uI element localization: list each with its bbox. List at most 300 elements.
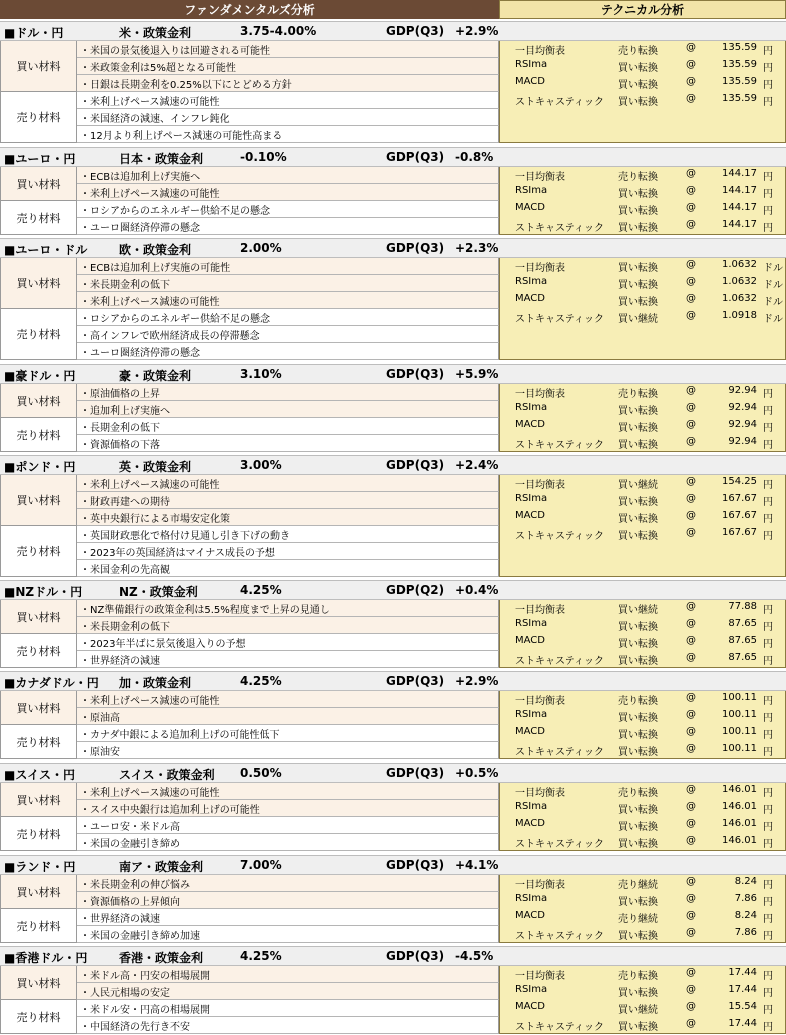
price-value: 7.86 xyxy=(734,927,757,938)
at-mark: @ xyxy=(686,510,696,521)
buy-factor-item: ・米政策金利は5%超となる可能性 xyxy=(77,58,499,75)
buy-factors-label: 買い材料 xyxy=(0,384,77,418)
currency-rate-label: NZ・政策金利 xyxy=(119,585,198,599)
technical-row xyxy=(500,726,786,743)
buy-factor-item: ・米利上げペース減速の可能性 xyxy=(77,475,499,492)
price-unit: 円 xyxy=(763,747,773,758)
price-value: 92.94 xyxy=(728,436,757,447)
sell-factor-item: ・ユーロ安・米ドル高 xyxy=(77,817,499,834)
indicator-name: ストキャスティック xyxy=(515,223,604,234)
at-mark: @ xyxy=(686,743,696,754)
price-value: 167.67 xyxy=(722,493,757,504)
indicator-name: ストキャスティック xyxy=(515,97,604,108)
currency-header-row xyxy=(0,671,786,691)
signal: 買い転換 xyxy=(618,931,658,942)
buy-factors-label: 買い材料 xyxy=(0,41,77,92)
signal: 買い転換 xyxy=(618,730,658,741)
currency-gdp-label: GDP(Q2) xyxy=(386,583,445,597)
at-mark: @ xyxy=(686,293,696,304)
currency-rate: 0.50% xyxy=(240,766,282,780)
price-value: 135.59 xyxy=(722,42,757,53)
at-mark: @ xyxy=(686,709,696,720)
currency-gdp-label: GDP(Q3) xyxy=(386,766,445,780)
technical-row xyxy=(500,76,786,93)
currency-header-row xyxy=(0,855,786,875)
at-mark: @ xyxy=(686,601,696,612)
price-unit: ドル xyxy=(763,314,783,325)
signal: 買い転換 xyxy=(618,1022,658,1033)
technical-panel xyxy=(499,167,786,235)
signal: 買い転換 xyxy=(618,988,658,999)
buy-factors-label: 買い材料 xyxy=(0,600,77,634)
price-value: 146.01 xyxy=(722,835,757,846)
at-mark: @ xyxy=(686,385,696,396)
signal: 買い転換 xyxy=(618,223,658,234)
currency-gdp-label: GDP(Q3) xyxy=(386,458,445,472)
indicator-name: MACD xyxy=(515,202,545,213)
price-value: 135.59 xyxy=(722,59,757,70)
buy-factor-item: ・ECBは追加利上げ実施の可能性 xyxy=(77,258,499,275)
signal: 買い転換 xyxy=(618,656,658,667)
price-value: 146.01 xyxy=(722,818,757,829)
sell-factors-label: 売り材料 xyxy=(0,92,77,143)
price-unit: 円 xyxy=(763,622,773,633)
sell-factor-item: ・ユーロ圏経済停滞の懸念 xyxy=(77,218,499,235)
technical-row xyxy=(500,168,786,185)
sell-factor-item: ・原油安 xyxy=(77,742,499,759)
indicator-name: MACD xyxy=(515,293,545,304)
at-mark: @ xyxy=(686,910,696,921)
at-mark: @ xyxy=(686,927,696,938)
sell-factors-label: 売り材料 xyxy=(0,526,77,577)
signal: 買い転換 xyxy=(618,440,658,451)
price-unit: 円 xyxy=(763,713,773,724)
technical-row xyxy=(500,601,786,618)
at-mark: @ xyxy=(686,692,696,703)
technical-panel xyxy=(499,783,786,851)
fundamentals-panel xyxy=(0,783,499,851)
at-mark: @ xyxy=(686,527,696,538)
indicator-name: RSIma xyxy=(515,493,548,504)
currency-rate-label: 南ア・政策金利 xyxy=(119,860,204,874)
currency-rate-label: スイス・政策金利 xyxy=(119,768,215,782)
currency-rate-label: 豪・政策金利 xyxy=(119,369,192,383)
price-value: 17.44 xyxy=(728,1018,757,1029)
price-value: 144.17 xyxy=(722,219,757,230)
price-unit: 円 xyxy=(763,480,773,491)
price-unit: 円 xyxy=(763,897,773,908)
signal: 売り転換 xyxy=(618,389,658,400)
technical-row xyxy=(500,93,786,110)
at-mark: @ xyxy=(686,76,696,87)
price-unit: 円 xyxy=(763,914,773,925)
buy-factor-item: ・人民元相場の安定 xyxy=(77,983,499,1000)
currency-gdp-label: GDP(Q3) xyxy=(386,241,445,255)
indicator-name: ストキャスティック xyxy=(515,440,604,451)
at-mark: @ xyxy=(686,402,696,413)
at-mark: @ xyxy=(686,967,696,978)
indicator-name: RSIma xyxy=(515,276,548,287)
at-mark: @ xyxy=(686,185,696,196)
currency-gdp-label: GDP(Q3) xyxy=(386,367,445,381)
buy-factors-label: 買い材料 xyxy=(0,875,77,909)
buy-factor-item: ・米利上げペース減速の可能性 xyxy=(77,184,499,201)
signal: 買い転換 xyxy=(618,280,658,291)
price-value: 1.0918 xyxy=(722,310,757,321)
signal: 売り継続 xyxy=(618,880,658,891)
sell-factors-label: 売り材料 xyxy=(0,418,77,452)
price-unit: 円 xyxy=(763,1022,773,1033)
technical-row xyxy=(500,385,786,402)
technical-row xyxy=(500,510,786,527)
price-value: 1.0632 xyxy=(722,259,757,270)
price-unit: 円 xyxy=(763,206,773,217)
fundamentals-panel xyxy=(0,600,499,668)
price-value: 92.94 xyxy=(728,419,757,430)
price-unit: 円 xyxy=(763,696,773,707)
fundamentals-panel xyxy=(0,691,499,759)
price-unit: 円 xyxy=(763,406,773,417)
at-mark: @ xyxy=(686,1001,696,1012)
currency-rate-label: 加・政策金利 xyxy=(119,676,192,690)
indicator-name: RSIma xyxy=(515,185,548,196)
price-value: 167.67 xyxy=(722,527,757,538)
buy-factors-label: 買い材料 xyxy=(0,691,77,725)
indicator-name: 一目均衡表 xyxy=(515,880,565,891)
buy-factor-item: ・米ドル高・円安の相場展開 xyxy=(77,966,499,983)
price-value: 87.65 xyxy=(728,618,757,629)
technical-row xyxy=(500,436,786,453)
sell-factors-label: 売り材料 xyxy=(0,634,77,668)
signal: 売り転換 xyxy=(618,696,658,707)
sell-factor-item: ・米ドル安・円高の相場展開 xyxy=(77,1000,499,1017)
price-value: 1.0632 xyxy=(722,276,757,287)
currency-header-row xyxy=(0,147,786,167)
technical-row xyxy=(500,801,786,818)
indicator-name: RSIma xyxy=(515,402,548,413)
price-unit: ドル xyxy=(763,263,783,274)
buy-factor-item: ・財政再建への期待 xyxy=(77,492,499,509)
indicator-name: 一目均衡表 xyxy=(515,971,565,982)
at-mark: @ xyxy=(686,818,696,829)
price-value: 77.88 xyxy=(728,601,757,612)
sell-factor-item: ・米国の金融引き締め加速 xyxy=(77,926,499,943)
at-mark: @ xyxy=(686,42,696,53)
buy-factor-item: ・米利上げペース減速の可能性 xyxy=(77,691,499,708)
signal: 買い転換 xyxy=(618,639,658,650)
technical-row xyxy=(500,743,786,760)
technical-row xyxy=(500,419,786,436)
currency-pair: ■ポンド・円 xyxy=(4,460,76,474)
indicator-name: 一目均衡表 xyxy=(515,389,565,400)
signal: 売り転換 xyxy=(618,971,658,982)
currency-pair: ■ユーロ・ドル xyxy=(4,243,88,257)
price-unit: 円 xyxy=(763,605,773,616)
sell-factor-item: ・長期金利の低下 xyxy=(77,418,499,435)
sell-factors-label: 売り材料 xyxy=(0,201,77,235)
indicator-name: ストキャスティック xyxy=(515,314,604,325)
technical-row xyxy=(500,402,786,419)
signal: 買い転換 xyxy=(618,189,658,200)
buy-factor-item: ・原油高 xyxy=(77,708,499,725)
currency-rate: 4.25% xyxy=(240,674,282,688)
currency-header-row xyxy=(0,364,786,384)
at-mark: @ xyxy=(686,419,696,430)
at-mark: @ xyxy=(686,59,696,70)
currency-gdp: +0.5% xyxy=(455,766,499,780)
price-unit: 円 xyxy=(763,822,773,833)
indicator-name: 一目均衡表 xyxy=(515,480,565,491)
currency-rate-label: 英・政策金利 xyxy=(119,460,192,474)
currency-rate: 4.25% xyxy=(240,583,282,597)
at-mark: @ xyxy=(686,618,696,629)
price-value: 100.11 xyxy=(722,726,757,737)
indicator-name: ストキャスティック xyxy=(515,931,604,942)
sell-factor-item: ・ユーロ圏経済停滞の懸念 xyxy=(77,343,499,360)
at-mark: @ xyxy=(686,310,696,321)
currency-header-row xyxy=(0,763,786,783)
buy-factor-item: ・NZ準備銀行の政策金利は5.5%程度まで上昇の見通し xyxy=(77,600,499,617)
price-unit: 円 xyxy=(763,63,773,74)
indicator-name: RSIma xyxy=(515,801,548,812)
signal: 買い転換 xyxy=(618,897,658,908)
indicator-name: ストキャスティック xyxy=(515,531,604,542)
price-value: 8.24 xyxy=(734,876,757,887)
at-mark: @ xyxy=(686,476,696,487)
currency-rate-label: 米・政策金利 xyxy=(119,26,192,40)
currency-gdp: +0.4% xyxy=(455,583,499,597)
price-unit: 円 xyxy=(763,788,773,799)
technical-row xyxy=(500,310,786,327)
sell-factor-item: ・世界経済の減速 xyxy=(77,909,499,926)
fundamentals-panel xyxy=(0,475,499,577)
buy-factor-item: ・原油価格の上昇 xyxy=(77,384,499,401)
technical-row xyxy=(500,692,786,709)
price-value: 135.59 xyxy=(722,76,757,87)
price-value: 15.54 xyxy=(728,1001,757,1012)
technical-row xyxy=(500,709,786,726)
signal: 買い転換 xyxy=(618,822,658,833)
price-unit: 円 xyxy=(763,80,773,91)
signal: 買い継続 xyxy=(618,605,658,616)
signal: 買い転換 xyxy=(618,747,658,758)
currency-gdp: +5.9% xyxy=(455,367,499,381)
technical-row xyxy=(500,1018,786,1035)
signal: 買い転換 xyxy=(618,206,658,217)
currency-gdp-label: GDP(Q3) xyxy=(386,949,445,963)
price-value: 146.01 xyxy=(722,784,757,795)
indicator-name: MACD xyxy=(515,76,545,87)
price-unit: 円 xyxy=(763,656,773,667)
indicator-name: 一目均衡表 xyxy=(515,696,565,707)
at-mark: @ xyxy=(686,635,696,646)
sell-factor-item: ・ロシアからのエネルギー供給不足の懸念 xyxy=(77,201,499,218)
signal: 買い継続 xyxy=(618,480,658,491)
sell-factors-label: 売り材料 xyxy=(0,725,77,759)
indicator-name: RSIma xyxy=(515,984,548,995)
sell-factor-item: ・資源価格の下落 xyxy=(77,435,499,452)
currency-pair: ■スイス・円 xyxy=(4,768,75,782)
currency-pair: ■ドル・円 xyxy=(4,26,64,40)
currency-rate: 4.25% xyxy=(240,949,282,963)
price-value: 135.59 xyxy=(722,93,757,104)
signal: 買い継続 xyxy=(618,1005,658,1016)
price-unit: 円 xyxy=(763,639,773,650)
signal: 買い転換 xyxy=(618,713,658,724)
currency-rate: 3.00% xyxy=(240,458,282,472)
indicator-name: MACD xyxy=(515,419,545,430)
technical-row xyxy=(500,818,786,835)
currency-gdp-label: GDP(Q3) xyxy=(386,150,445,164)
indicator-name: 一目均衡表 xyxy=(515,263,565,274)
price-unit: 円 xyxy=(763,97,773,108)
price-unit: 円 xyxy=(763,440,773,451)
price-unit: 円 xyxy=(763,988,773,999)
currency-gdp: +2.3% xyxy=(455,241,499,255)
price-value: 144.17 xyxy=(722,185,757,196)
technical-row xyxy=(500,185,786,202)
price-unit: 円 xyxy=(763,172,773,183)
sell-factor-item: ・世界経済の減速 xyxy=(77,651,499,668)
technical-row xyxy=(500,876,786,893)
signal: 買い転換 xyxy=(618,622,658,633)
price-value: 144.17 xyxy=(722,202,757,213)
sell-factors-label: 売り材料 xyxy=(0,1000,77,1034)
indicator-name: ストキャスティック xyxy=(515,656,604,667)
sell-factors-label: 売り材料 xyxy=(0,309,77,360)
sell-factor-item: ・米利上げペース減速の可能性 xyxy=(77,92,499,109)
indicator-name: MACD xyxy=(515,726,545,737)
signal: 買い転換 xyxy=(618,497,658,508)
signal: 買い転換 xyxy=(618,423,658,434)
currency-rate: -0.10% xyxy=(240,150,287,164)
price-unit: 円 xyxy=(763,971,773,982)
sell-factor-item: ・中国経済の先行き不安 xyxy=(77,1017,499,1034)
currency-header-row xyxy=(0,21,786,41)
fundamentals-panel xyxy=(0,41,499,143)
indicator-name: ストキャスティック xyxy=(515,747,604,758)
technical-row xyxy=(500,493,786,510)
signal: 買い転換 xyxy=(618,531,658,542)
technical-panel xyxy=(499,475,786,577)
price-value: 100.11 xyxy=(722,743,757,754)
fundamentals-panel xyxy=(0,167,499,235)
at-mark: @ xyxy=(686,652,696,663)
currency-header-row xyxy=(0,455,786,475)
fundamentals-panel xyxy=(0,384,499,452)
technical-row xyxy=(500,893,786,910)
price-unit: 円 xyxy=(763,805,773,816)
currency-pair: ■ランド・円 xyxy=(4,860,76,874)
price-unit: 円 xyxy=(763,423,773,434)
technical-row xyxy=(500,910,786,927)
buy-factor-item: ・米長期金利の低下 xyxy=(77,617,499,634)
sell-factor-item: ・米国金利の先高観 xyxy=(77,560,499,577)
price-unit: 円 xyxy=(763,531,773,542)
currency-gdp: +2.9% xyxy=(455,674,499,688)
technical-panel xyxy=(499,966,786,1034)
at-mark: @ xyxy=(686,259,696,270)
buy-factors-label: 買い材料 xyxy=(0,475,77,526)
sell-factor-item: ・米国経済の減速、インフレ鈍化 xyxy=(77,109,499,126)
technical-row xyxy=(500,984,786,1001)
buy-factor-item: ・米利上げペース減速の可能性 xyxy=(77,783,499,800)
buy-factor-item: ・資源価格の上昇傾向 xyxy=(77,892,499,909)
indicator-name: MACD xyxy=(515,818,545,829)
signal: 買い継続 xyxy=(618,314,658,325)
signal: 売り転換 xyxy=(618,788,658,799)
buy-factors-label: 買い材料 xyxy=(0,783,77,817)
currency-pair: ■NZドル・円 xyxy=(4,585,83,599)
price-unit: 円 xyxy=(763,880,773,891)
indicator-name: MACD xyxy=(515,1001,545,1012)
indicator-name: ストキャスティック xyxy=(515,1022,604,1033)
sell-factors-label: 売り材料 xyxy=(0,817,77,851)
price-value: 100.11 xyxy=(722,692,757,703)
indicator-name: ストキャスティック xyxy=(515,839,604,850)
signal: 買い転換 xyxy=(618,406,658,417)
technical-row xyxy=(500,967,786,984)
price-unit: 円 xyxy=(763,514,773,525)
technical-panel xyxy=(499,691,786,759)
price-unit: 円 xyxy=(763,839,773,850)
currency-rate-label: 香港・政策金利 xyxy=(119,951,204,965)
currency-gdp: -4.5% xyxy=(455,949,494,963)
fundamentals-panel xyxy=(0,258,499,360)
at-mark: @ xyxy=(686,168,696,179)
buy-factors-label: 買い材料 xyxy=(0,258,77,309)
fundamentals-panel xyxy=(0,966,499,1034)
technical-row xyxy=(500,276,786,293)
at-mark: @ xyxy=(686,801,696,812)
at-mark: @ xyxy=(686,984,696,995)
technical-row xyxy=(500,527,786,544)
price-value: 146.01 xyxy=(722,801,757,812)
sell-factor-item: ・2023年の英国経済はマイナス成長の予想 xyxy=(77,543,499,560)
currency-gdp: -0.8% xyxy=(455,150,494,164)
currency-pair: ■豪ドル・円 xyxy=(4,369,76,383)
technical-row xyxy=(500,618,786,635)
indicator-name: MACD xyxy=(515,510,545,521)
price-value: 1.0632 xyxy=(722,293,757,304)
buy-factor-item: ・日銀は長期金利を0.25%以下にとどめる方針 xyxy=(77,75,499,92)
at-mark: @ xyxy=(686,493,696,504)
currency-gdp-label: GDP(Q3) xyxy=(386,24,445,38)
buy-factor-item: ・米国の景気後退入りは回避される可能性 xyxy=(77,41,499,58)
sell-factors-label: 売り材料 xyxy=(0,909,77,943)
at-mark: @ xyxy=(686,93,696,104)
signal: 買い転換 xyxy=(618,63,658,74)
price-value: 87.65 xyxy=(728,652,757,663)
price-value: 92.94 xyxy=(728,385,757,396)
indicator-name: 一目均衡表 xyxy=(515,788,565,799)
buy-factor-item: ・ECBは追加利上げ実施へ xyxy=(77,167,499,184)
price-value: 17.44 xyxy=(728,967,757,978)
indicator-name: RSIma xyxy=(515,893,548,904)
at-mark: @ xyxy=(686,893,696,904)
indicator-name: 一目均衡表 xyxy=(515,605,565,616)
sell-factor-item: ・2023年半ばに景気後退入りの予想 xyxy=(77,634,499,651)
sell-factor-item: ・高インフレで欧州経済成長の停滞懸念 xyxy=(77,326,499,343)
price-value: 17.44 xyxy=(728,984,757,995)
price-unit: 円 xyxy=(763,389,773,400)
buy-factor-item: ・米利上げペース減速の可能性 xyxy=(77,292,499,309)
signal: 買い転換 xyxy=(618,80,658,91)
indicator-name: 一目均衡表 xyxy=(515,172,565,183)
sell-factor-item: ・12月より利上げペース減速の可能性高まる xyxy=(77,126,499,143)
at-mark: @ xyxy=(686,1018,696,1029)
technical-row xyxy=(500,476,786,493)
